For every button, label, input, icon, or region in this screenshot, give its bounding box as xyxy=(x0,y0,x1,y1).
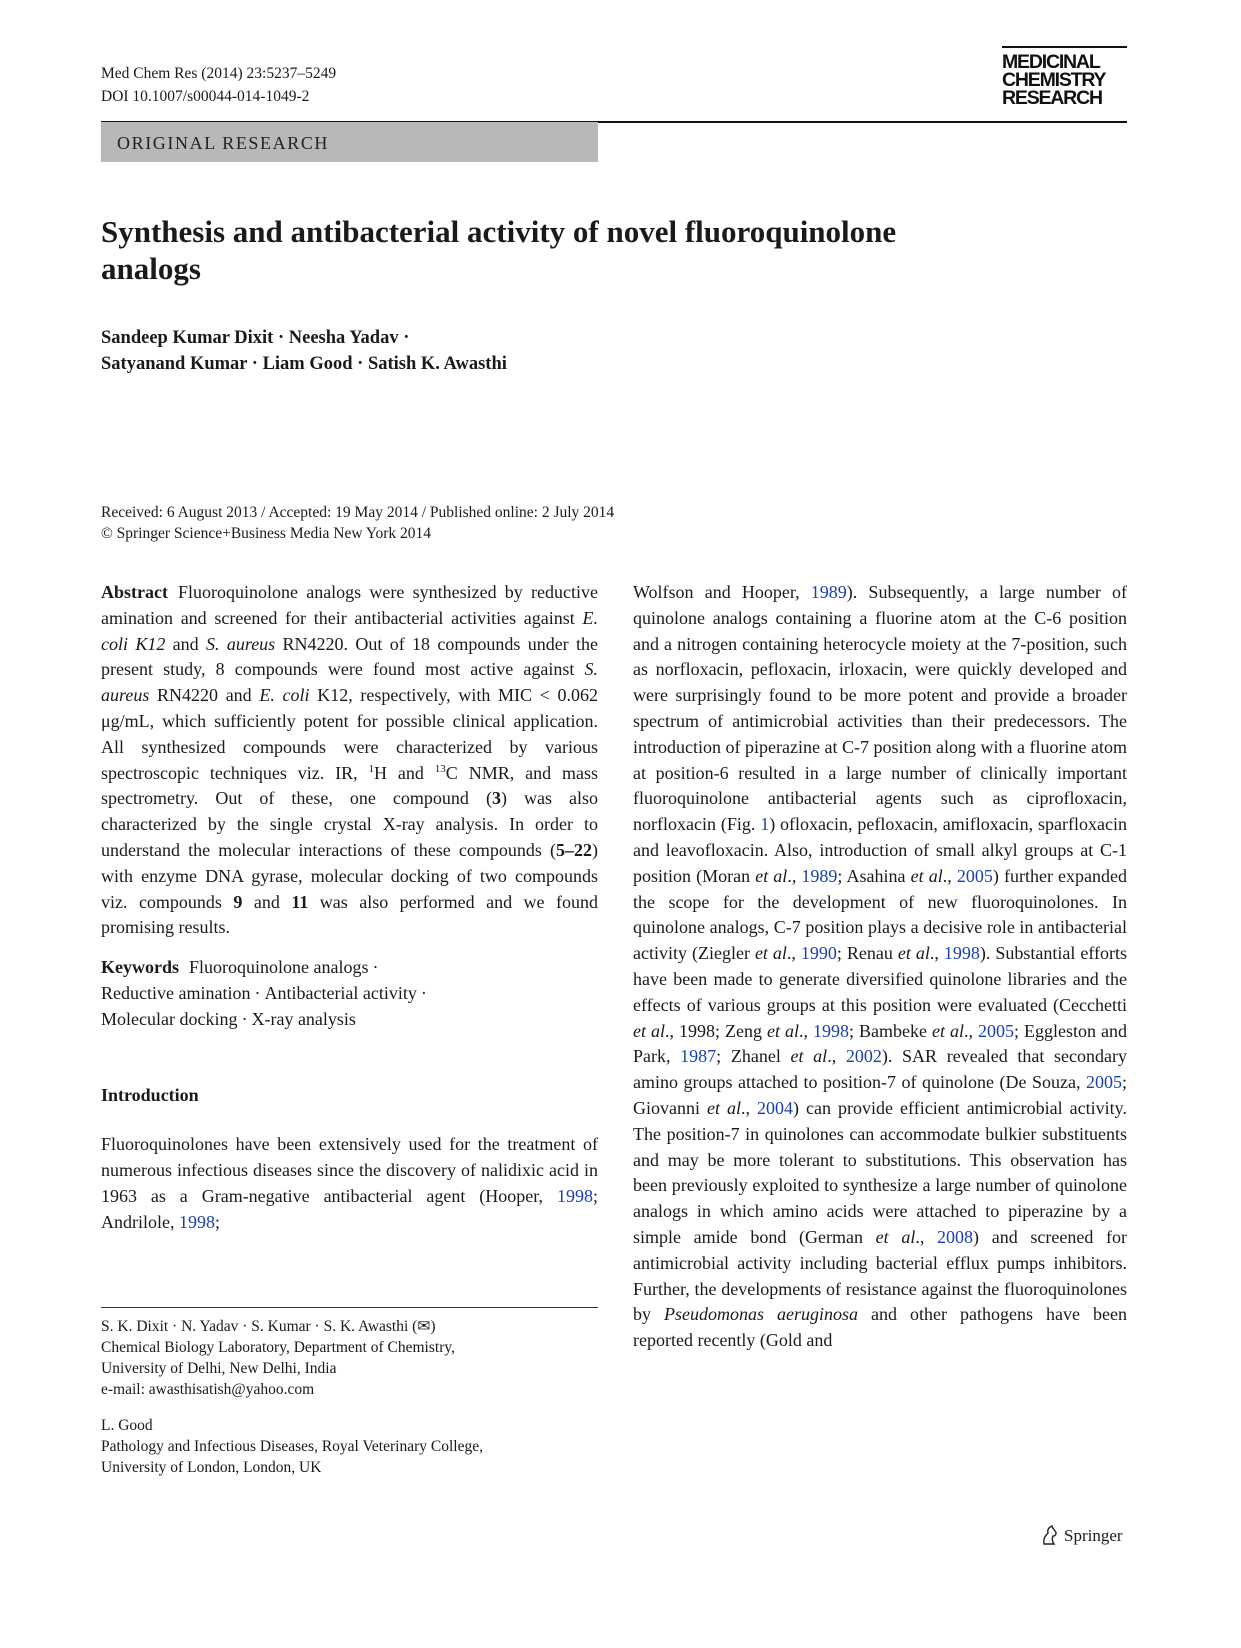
superscript: 1 xyxy=(368,762,375,775)
citation-link[interactable]: 1998 xyxy=(556,1185,593,1206)
abstract-text: H and xyxy=(374,762,435,783)
abstract-text: was also performed and we found promising results. xyxy=(101,891,598,938)
citation-link[interactable]: 1998 xyxy=(943,943,980,964)
body-text: ., xyxy=(799,1020,814,1041)
body-text: ; Asahina xyxy=(837,865,911,886)
publisher-mark xyxy=(1040,1524,1123,1546)
citation-link[interactable]: 1998 xyxy=(813,1020,850,1041)
keywords-label: Keywords xyxy=(101,957,179,978)
affiliation-authors: L. Good xyxy=(101,1417,153,1434)
publisher-name: Springer xyxy=(1064,1526,1123,1545)
logo-line: MEDICINAL xyxy=(1002,51,1100,73)
left-column xyxy=(101,580,598,1236)
body-text: ; Zhanel xyxy=(716,1046,791,1067)
right-column xyxy=(633,580,1127,1354)
organism: E. coli K12 xyxy=(101,607,598,654)
et-al: et al xyxy=(707,1097,742,1118)
body-text: ). Subsequently, a large number of quinolone analogs containing a fluorine atom at the C-6 position and a nitrogen containing heterocycle moiety at the 7-position, such as norfloxacin, pefloxacin, irloxacin, were quickly developed and were surprisingly found to be more potent and provide a broader spectrum of antimicrobial activities than their predecessors. The introduction of piperazine at C-7 position along with a fluorine atom at position-6 resulted in a large number of clinically important fluoroquinolone antibacterial agents such as ciprofloxacin, norfloxacin (Fig. xyxy=(633,582,1127,835)
keywords xyxy=(101,955,598,1032)
body-text: and other pathogens have been reported recently (Gold and xyxy=(633,1304,1128,1351)
citation-link[interactable]: 2005 xyxy=(1085,1072,1122,1093)
body-text: ., xyxy=(942,865,957,886)
abstract-label: Abstract xyxy=(101,582,168,602)
authors-line-1: Sandeep Kumar Dixit · Neesha Yadav · xyxy=(101,328,410,348)
body-text: ; Bambeke xyxy=(849,1020,932,1041)
keyword: Reductive amination xyxy=(101,982,251,1003)
abstract-text: Fluoroquinolone analogs were synthesized by reductive amination and screened for their antibacterial activities against xyxy=(101,582,598,628)
keyword: Fluoroquinolone analogs xyxy=(189,957,369,978)
paper-title: Synthesis and antibacterial activity of novel fluoroquinolone analogs xyxy=(101,214,897,286)
body-text: ) further expanded the scope for the development of new fluoroquinolones. In quinolone analogs, C-7 position plays a decisive role in antibacterial activity (Ziegler xyxy=(633,865,1128,964)
body-text: ., xyxy=(964,1020,979,1041)
compound-number: 5–22 xyxy=(556,839,592,860)
keyword-separator: · xyxy=(372,957,379,978)
body-text: ) and screened for antimicrobial activity including bacterial efflux pumps inhibitors. Further, the developments of resistance against the fluoroquinolones by xyxy=(633,1226,1127,1325)
body-text: ., xyxy=(741,1097,758,1118)
citation-link[interactable]: 2002 xyxy=(845,1046,882,1067)
citation-link[interactable]: 2005 xyxy=(978,1020,1015,1041)
citation-link[interactable]: 2008 xyxy=(937,1226,974,1247)
springer-horse-icon xyxy=(1040,1524,1060,1546)
compound-number: 11 xyxy=(291,891,309,912)
affiliation-line: University of Delhi, New Delhi, India xyxy=(101,1360,337,1377)
et-al: et al xyxy=(754,943,787,964)
logo-line: RESEARCH xyxy=(1002,87,1102,109)
authors-line-2: Satyanand Kumar · Liam Good · Satish K. Awasthi xyxy=(101,354,507,374)
affiliation-line: Chemical Biology Laboratory, Department of Chemistry, xyxy=(101,1339,455,1356)
keyword-separator: · xyxy=(254,982,261,1003)
abstract-text: K12, respectively, with MIC < 0.062 μg/mL, which sufficiently potent for possible clinical application. All synthesized compounds were characterized by various spectroscopic techniques viz. IR, xyxy=(101,685,598,783)
keyword: Antibacterial activity xyxy=(264,982,417,1003)
abstract-text: ) with enzyme DNA gyrase, molecular docking of two compounds viz. compounds xyxy=(101,839,598,912)
et-al: et al xyxy=(875,1226,916,1247)
et-al: et al xyxy=(897,943,930,964)
et-al: et al xyxy=(633,1020,665,1041)
body-text: ., xyxy=(827,1046,846,1067)
organism: S. aureus xyxy=(101,659,598,706)
abstract-text: RN4220. Out of 18 compounds under the present study, 8 compounds were found most active against xyxy=(101,633,599,680)
section-label: ORIGINAL RESEARCH xyxy=(117,133,330,153)
intro-paragraph-continued xyxy=(633,580,1127,1354)
citation-link[interactable]: 2005 xyxy=(956,865,993,886)
citation-link[interactable]: 1989 xyxy=(810,582,847,602)
citation-link[interactable]: 1990 xyxy=(800,943,837,964)
body-text: ; Giovanni xyxy=(633,1072,1127,1118)
body-text: ; Eggleston and Park, xyxy=(633,1020,1128,1067)
section-heading: Introduction xyxy=(101,1084,199,1105)
affiliation-authors: S. K. Dixit · N. Yadav · S. Kumar · S. K. Awasthi (✉) xyxy=(101,1318,436,1335)
keyword: Molecular docking xyxy=(101,1008,238,1029)
publication-dates xyxy=(101,502,901,544)
abstract-text: RN4220 and xyxy=(149,685,260,706)
compound-number: 9 xyxy=(233,891,243,912)
email-link[interactable]: e-mail: awasthisatish@yahoo.com xyxy=(101,1381,315,1398)
body-text: ., xyxy=(786,943,801,964)
organism: E. coli xyxy=(259,685,310,706)
intro-paragraph xyxy=(101,1132,598,1235)
footnote-rule xyxy=(101,1307,598,1308)
keyword-separator: · xyxy=(420,982,427,1003)
et-al: et al xyxy=(910,865,943,886)
citation: Med Chem Res (2014) 23:5237–5249 xyxy=(101,65,337,82)
journal-logo xyxy=(1002,46,1127,107)
body-text: ., xyxy=(915,1226,938,1247)
body-text: ; Renau xyxy=(836,943,898,964)
et-al: et al xyxy=(755,865,788,886)
affiliation-line: Pathology and Infectious Diseases, Royal Veterinary College, xyxy=(101,1438,483,1455)
citation-link[interactable]: 1989 xyxy=(801,865,838,886)
body-text: ) ofloxacin, pefloxacin, amifloxacin, sparfloxacin and leavofloxacin. Also, introduction of small alkyl groups at C-1 position (Moran xyxy=(633,814,1127,886)
abstract-text: and xyxy=(165,633,207,654)
citation-link[interactable]: 1987 xyxy=(680,1046,717,1067)
body-text: Wolfson and Hooper, xyxy=(633,582,811,602)
history: Received: 6 August 2013 / Accepted: 19 May 2014 / Published online: 2 July 2014 xyxy=(101,504,615,521)
abstract-text: ) was also characterized by the single crystal X-ray analysis. In order to understand the molecular interactions of these compounds ( xyxy=(101,788,599,860)
organism: Pseudomonas aeruginosa xyxy=(664,1304,859,1325)
body-text: ) can provide efficient antimicrobial activity. The position-7 in quinolones can accommodate bulkier substituents and may be more tolerant to substitutions. This observation has been previously exploited to synthesize a large number of quinolone analogs in which amino acids were attached to piperazine by a simple amide bond (German xyxy=(633,1097,1127,1247)
compound-number: 3 xyxy=(491,788,501,809)
abstract-text: C NMR, and mass spectrometry. Out of these, one compound ( xyxy=(101,762,598,809)
et-al: et al xyxy=(932,1020,964,1041)
figure-link[interactable]: 1 xyxy=(760,814,770,835)
citation-link[interactable]: 1998 xyxy=(179,1211,215,1232)
affiliation-line: University of London, London, UK xyxy=(101,1459,322,1476)
doi[interactable]: DOI 10.1007/s00044-014-1049-2 xyxy=(101,88,310,105)
keyword: X-ray analysis xyxy=(251,1008,356,1029)
body-text: ; xyxy=(215,1211,221,1232)
body-text: ; Andrilole, xyxy=(101,1185,598,1232)
abstract xyxy=(101,580,598,941)
et-al: et al xyxy=(790,1046,828,1067)
body-text: ). Substantial efforts have been made to generate diversified quinolone libraries and the effects of various groups at this position were evaluated (Cecchetti xyxy=(633,943,1127,1015)
affiliations xyxy=(101,1316,598,1478)
et-al: et al xyxy=(767,1020,799,1041)
abstract-text: and xyxy=(242,891,292,912)
copyright: © Springer Science+Business Media New York 2014 xyxy=(101,525,432,542)
body-text: ., 1998; Zeng xyxy=(665,1020,767,1041)
superscript: 13 xyxy=(434,762,446,775)
body-text: Fluoroquinolones have been extensively used for the treatment of numerous infectious diseases since the discovery of nalidixic acid in 1963 as a Gram-negative antibacterial agent (Hooper, xyxy=(101,1134,598,1206)
logo-line: CHEMISTRY xyxy=(1002,69,1106,91)
body-text: ., xyxy=(929,943,944,964)
citation-link[interactable]: 2004 xyxy=(757,1097,794,1118)
journal-citation xyxy=(101,62,336,108)
keyword-separator: · xyxy=(241,1008,248,1029)
organism: S. aureus xyxy=(206,633,276,654)
body-text: ., xyxy=(787,865,802,886)
author-list xyxy=(101,325,801,377)
body-text: ). SAR revealed that secondary amino groups attached to position-7 of quinolone (De Souza, xyxy=(633,1046,1128,1093)
